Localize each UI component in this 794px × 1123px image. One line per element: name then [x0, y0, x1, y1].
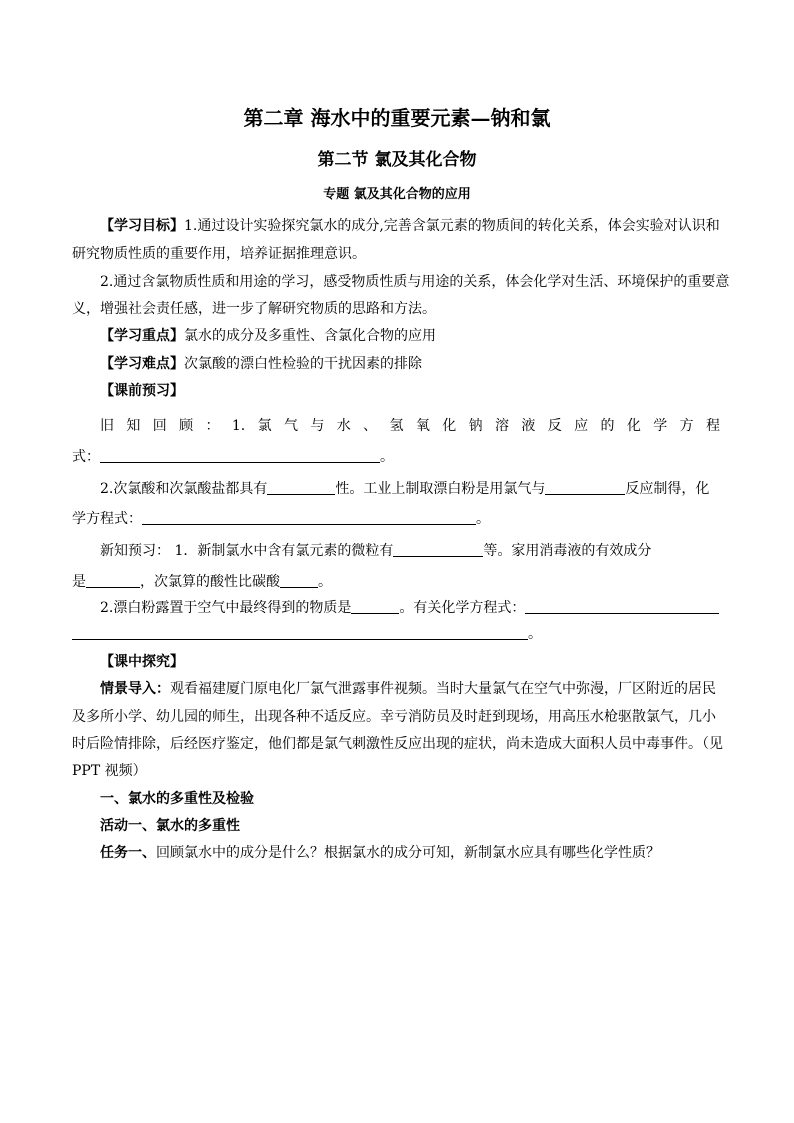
new-text-5: 。 [318, 574, 332, 590]
review-char: 氯 [257, 418, 272, 434]
goals-line-2: 研究物质性质的重要作用，培养证据推理意识。 [72, 246, 366, 262]
keypoint-line [100, 326, 436, 346]
new-text-2: 等。家用消毒液的有效成分 [483, 543, 652, 559]
answer-blank[interactable] [393, 542, 483, 557]
review-char: 反 [547, 418, 562, 434]
review-char: 旧 [100, 418, 114, 434]
goals-line-4: 义，增强社会责任感，进一步了解研究物质的思路和方法。 [72, 301, 436, 317]
q2-prefix: 学方程式： [72, 511, 142, 527]
new-text-1: 新知预习： 1．新制氯水中含有氯元素的微粒有 [100, 543, 394, 559]
review-char: 液 [521, 418, 536, 434]
task-label: 任务一、 [100, 845, 156, 861]
review-char: 氧 [415, 418, 430, 434]
q3-line-2 [72, 624, 542, 644]
q2-line-2 [72, 509, 490, 529]
answer-blank[interactable] [351, 599, 399, 614]
activity-heading: 活动一、氯水的多重性 [100, 818, 240, 834]
goals-line-3: 2.通过含氯物质性质和用途的学习，感受物质性质与用途的关系，体会化学对生活、环境保护的重要意 [100, 274, 730, 290]
review-char: 的 [600, 418, 615, 434]
review-char: 方 [679, 418, 694, 434]
review-char: 1. [231, 418, 246, 434]
answer-blank[interactable] [100, 448, 380, 463]
part-heading: 一、氯水的多重性及检验 [100, 791, 254, 807]
q2-text-3: 反应制得，化 [625, 481, 710, 497]
review-char: 化 [626, 418, 641, 434]
answer-blank[interactable] [142, 510, 476, 525]
answer-blank[interactable] [72, 625, 528, 640]
goals-item1-a: 1.通过设计实验探究氯水的成分,完善含氯元素的物质间的转化关系，体会实验对认识和 [184, 218, 720, 234]
answer-blank[interactable] [86, 573, 140, 588]
chapter-title: 第二章 海水中的重要元素—钠和氯 [243, 106, 551, 130]
explore-label: 【课中探究】 [100, 654, 184, 670]
review-char: 溶 [494, 418, 509, 434]
task-text: 回顾氯水中的成分是什么？根据氯水的成分可知，新制氯水应具有哪些化学性质？ [156, 845, 660, 861]
scene-text-1: 观看福建厦门原电化厂氯气泄露事件视频。当时大量氯气在空气中弥漫，厂区附近的居民 [170, 681, 716, 697]
q2-text-2: 性。工业上制取漂白粉是用氯气与 [335, 481, 546, 497]
topic-title: 专题 氯及其化合物的应用 [323, 187, 471, 202]
review-char: 化 [442, 418, 457, 434]
new-text-3: 是 [72, 574, 86, 590]
q2-line-1 [100, 479, 709, 499]
review-char: 气 [283, 418, 298, 434]
review-line [100, 416, 720, 436]
q3-text-1: 2.漂白粉露置于空气中最终得到的物质是 [100, 600, 352, 616]
review-char: 应 [574, 418, 589, 434]
answer-blank[interactable] [545, 480, 625, 495]
review-blank-line [72, 447, 394, 467]
review-char: 学 [653, 418, 668, 434]
q2-text-1: 2.次氯酸和次氯酸盐都具有 [100, 481, 268, 497]
q3-line-1 [100, 598, 719, 618]
review-prefix: 式： [72, 449, 100, 465]
keypoint-label: 【学习重点】 [100, 328, 184, 344]
difficulty-line [100, 354, 422, 374]
review-char: 程 [705, 418, 720, 434]
q2-end: 。 [476, 511, 490, 527]
q3-end: 。 [528, 626, 542, 642]
new-knowledge-line-1 [100, 541, 651, 561]
difficulty-text: 次氯酸的漂白性检验的干扰因素的排除 [184, 356, 422, 372]
review-char: 、 [363, 418, 378, 434]
review-char: 顾 [179, 418, 194, 434]
answer-blank[interactable] [525, 599, 719, 614]
goals-line-1 [100, 216, 720, 236]
scene-line-2: 及多所小学、幼儿园的师生，出现各种不适反应。幸亏消防员及时赶到现场，用高压水枪驱散氯气，几小 [72, 709, 716, 725]
scene-label: 情景导入： [100, 681, 170, 697]
difficulty-label: 【学习难点】 [100, 356, 184, 372]
review-char: ： [205, 418, 220, 434]
preview-label: 【课前预习】 [100, 383, 184, 399]
keypoint-text: 氯水的成分及多重性、含氯化合物的应用 [184, 328, 436, 344]
review-end: 。 [380, 449, 394, 465]
q3-text-2: 。有关化学方程式： [399, 600, 526, 616]
review-char: 与 [310, 418, 325, 434]
scene-line-3: 时后险情排除，后经医疗鉴定，他们都是氯气刺激性反应出现的症状，尚未造成大面积人员中毒事件。（见 [72, 736, 723, 752]
answer-blank[interactable] [280, 573, 318, 588]
scene-line-4: PPT 视频） [72, 763, 147, 779]
review-char: 水 [336, 418, 351, 434]
new-text-4: ，次氯算的酸性比碳酸 [140, 574, 280, 590]
new-knowledge-line-2 [72, 572, 332, 592]
answer-blank[interactable] [267, 480, 335, 495]
goals-label: 【学习目标】 [100, 218, 184, 234]
review-char: 钠 [468, 418, 483, 434]
review-char: 氢 [389, 418, 404, 434]
review-char: 知 [126, 418, 141, 434]
section-title: 第二节 氯及其化合物 [317, 150, 477, 170]
review-char: 回 [152, 418, 167, 434]
task-line [100, 843, 660, 863]
scene-line-1 [100, 679, 716, 699]
